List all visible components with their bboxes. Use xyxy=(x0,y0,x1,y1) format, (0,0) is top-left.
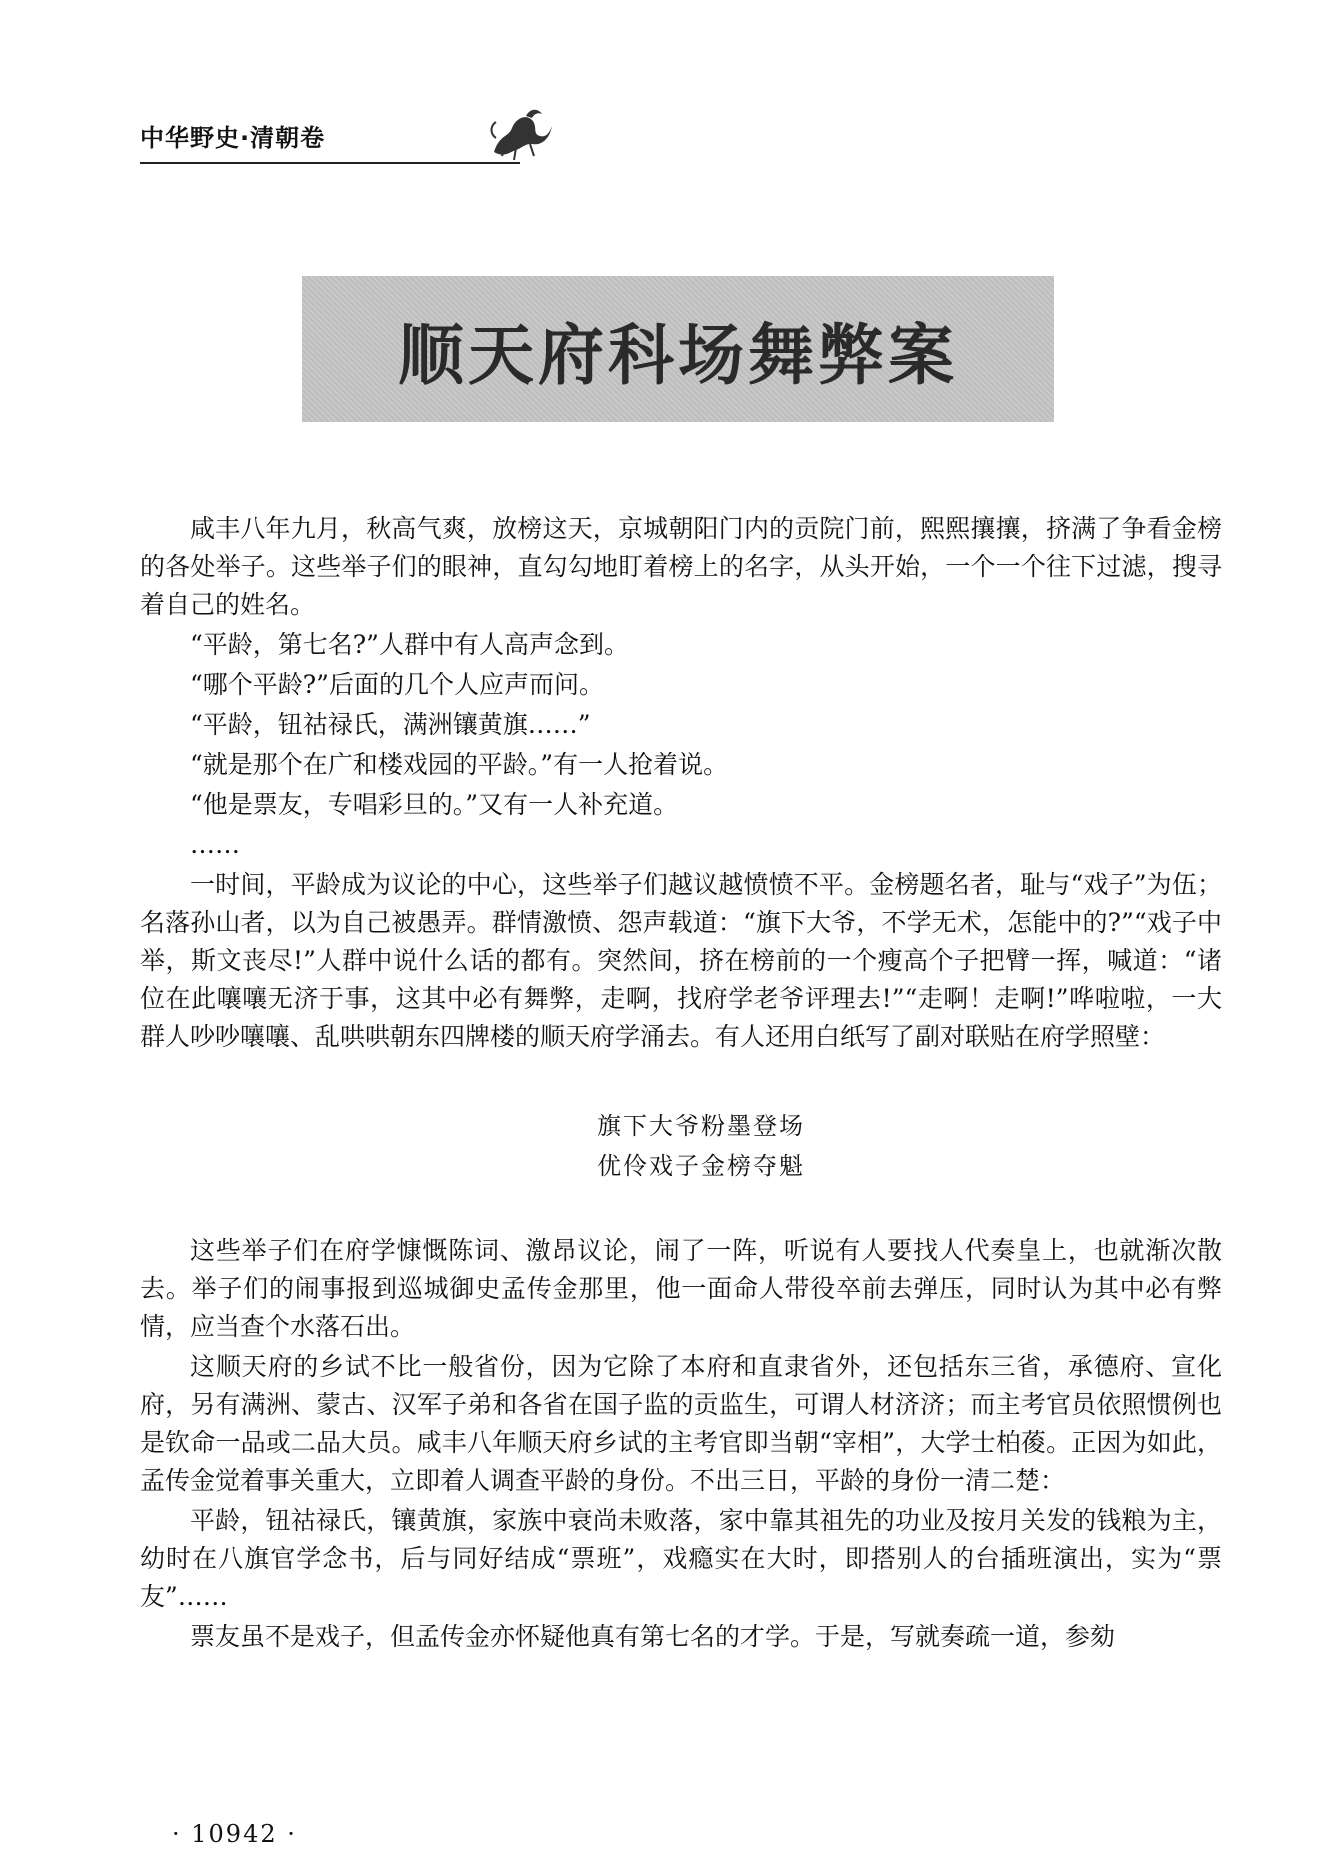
couplet xyxy=(140,1106,1222,1186)
couplet-line: 旗下大爷粉墨登场 xyxy=(597,1112,805,1140)
paragraph: …… xyxy=(190,830,240,859)
paragraph: “就是那个在广和楼戏园的平龄。”有一人抢着说。 xyxy=(190,750,729,779)
couplet-line: 优伶戏子金榜夺魁 xyxy=(597,1152,805,1180)
paragraph: 这些举子们在府学慷慨陈词、激昂议论，闹了一阵，听说有人要找人代奏皇上，也就渐次散去。举子们的闹事报到巡城御史孟传金那里，他一面命人带役卒前去弹压，同时认为其中必有弊情，应当查个水落石出。 xyxy=(140,1236,1222,1341)
title-banner xyxy=(302,276,1054,422)
article-body xyxy=(140,510,1222,1658)
dragon-icon xyxy=(486,104,556,164)
paragraph: “平龄，第七名?”人群中有人高声念到。 xyxy=(190,630,629,659)
header-rule xyxy=(140,162,520,164)
paragraph: 平龄，钮祜禄氏，镶黄旗，家族中衰尚未败落，家中靠其祖先的功业及按月关发的钱粮为主，幼时在八旗官学念书，后与同好结成“票班”，戏瘾实在大时，即搭别人的台插班演出，实为“票友”…… xyxy=(140,1506,1222,1611)
paragraph: “哪个平龄?”后面的几个人应声而问。 xyxy=(190,670,604,699)
running-head: 中华野史·清朝卷 xyxy=(140,124,326,152)
article-title: 顺天府科场舞弊案 xyxy=(398,315,958,394)
paragraph: “平龄，钮祜禄氏，满洲镶黄旗……” xyxy=(190,710,591,739)
paragraph: 咸丰八年九月，秋高气爽，放榜这天，京城朝阳门内的贡院门前，熙熙攘攘，挤满了争看金榜的各处举子。这些举子们的眼神，直勾勾地盯着榜上的名字，从头开始，一个一个往下过滤，搜寻着自己的姓名。 xyxy=(140,514,1222,619)
paragraph: 这顺天府的乡试不比一般省份，因为它除了本府和直隶省外，还包括东三省，承德府、宣化府，另有满洲、蒙古、汉军子弟和各省在国子监的贡监生，可谓人材济济；而主考官员依照惯例也是钦命一品或二品大员。咸丰八年顺天府乡试的主考官即当朝“宰相”，大学士柏葰。正因为如此，孟传金觉着事关重大，立即着人调查平龄的身份。不出三日，平龄的身份一清二楚： xyxy=(140,1352,1222,1495)
paragraph: “他是票友，专唱彩旦的。”又有一人补充道。 xyxy=(190,790,679,819)
page-number: · 10942 · xyxy=(172,1820,297,1848)
paragraph: 票友虽不是戏子，但孟传金亦怀疑他真有第七名的才学。于是，写就奏疏一道，参劾 xyxy=(190,1622,1116,1651)
paragraph: 一时间，平龄成为议论的中心，这些举子们越议越愤愤不平。金榜题名者，耻与“戏子”为伍；名落孙山者，以为自己被愚弄。群情激愤、怨声载道：“旗下大爷，不学无术，怎能中的?”“戏子中举，斯文丧尽!”人群中说什么话的都有。突然间，挤在榜前的一个瘦高个子把臂一挥，喊道：“诸位在此嚷嚷无济于事，这其中必有舞弊，走啊，找府学老爷评理去!”“走啊！走啊!”哗啦啦，一大群人吵吵嚷嚷、乱哄哄朝东四牌楼的顺天府学涌去。有人还用白纸写了副对联贴在府学照壁： xyxy=(140,870,1222,1051)
